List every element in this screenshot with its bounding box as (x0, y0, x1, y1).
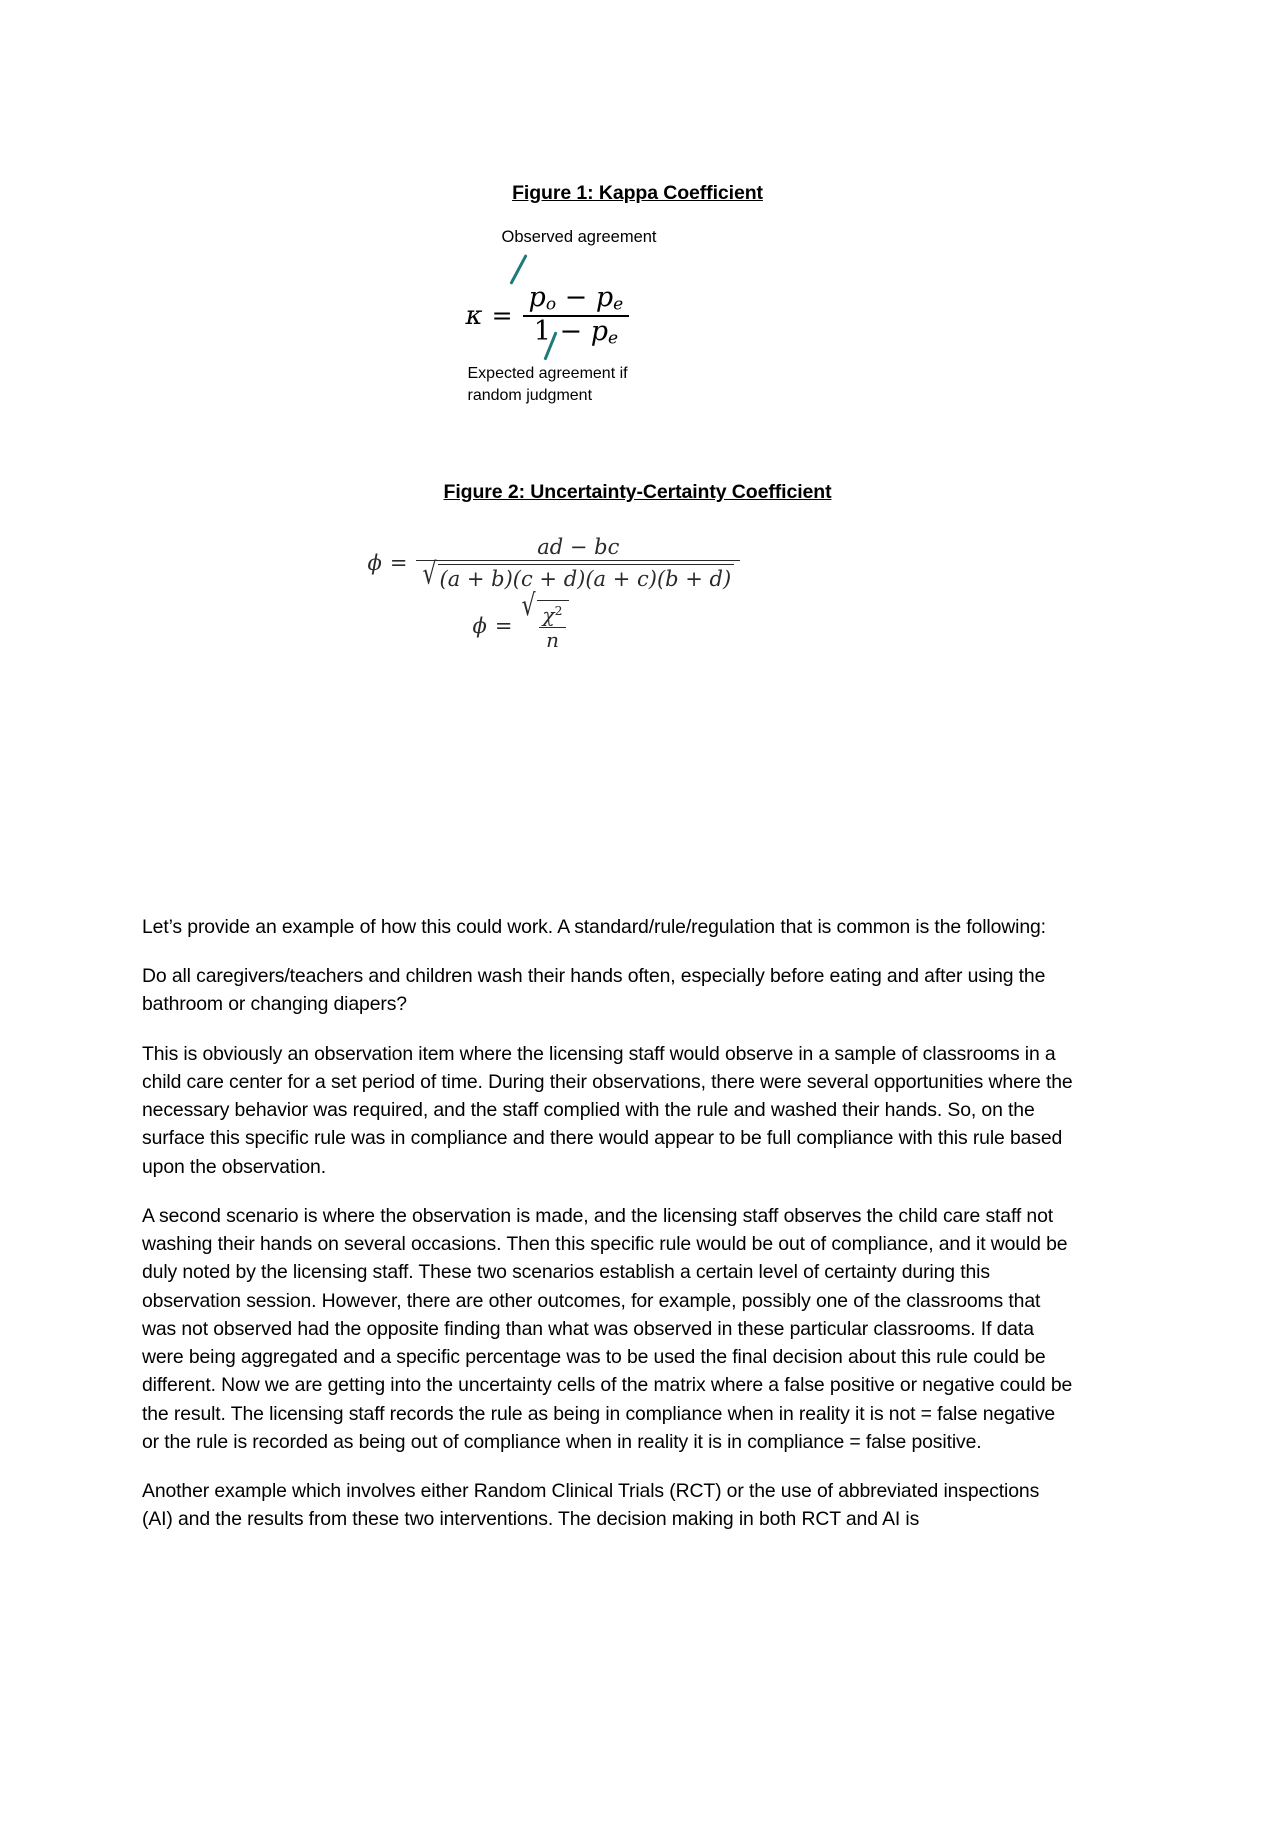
square-root-group-2 (521, 589, 569, 653)
p-expected-num-subscript: e (613, 294, 624, 315)
paragraph-2: Do all caregivers/teachers and children wash their hands often, especially before eating and after using the bathroom or changing diapers? (142, 965, 1046, 1016)
kappa-equation (466, 283, 630, 349)
phi-fraction (416, 534, 740, 592)
paragraph-4: A second scenario is where the observation is made, and the licensing staff observes the child care staff not washing their hands on several occasions. Then this specific rule would be out of compliance, and it would be duly noted by the licensing staff. These two scenarios establish a certain level of certainty during this observation session. However, there are other outcomes, for example, possibly one of the classrooms that was not observed had the opposite finding than what was observed in these particular classrooms. If data were being aggregated and a specific percentage was to be used the final decision about this rule could be different. Now we are getting into the uncertainty cells of the matrix where a false positive or negative could be the result. The licensing staff records the rule as being in compliance when in reality it is not = false negative or the rule is recorded as being out of compliance when in reality it is in compliance = false positive. (142, 1204, 1073, 1453)
square-root-group (422, 558, 734, 593)
p-expected-den: p (590, 315, 608, 347)
paragraph-3: This is obviously an observation item where the licensing staff would observe in a sample of classrooms in a child care center for a set period of time. During their observations, there were several opportunities where the necessary behavior was required, and the staff complied with the rule and washed their hands. So, on the surface this specific rule was in compliance and there would appear to be full compliance with this rule based upon the observation. (142, 1042, 1073, 1178)
p-observed: p (528, 282, 546, 313)
kappa-numerator (523, 283, 630, 315)
pointer-line-top-icon (509, 254, 527, 285)
observed-agreement-callout: Observed agreement (501, 228, 657, 246)
paragraph-5: Another example which involves either Random Clinical Trials (RCT) or the use of abbreviated inspections (AI) and the results from these two interventions. The decision making in both RCT and AI is (142, 1479, 1040, 1531)
paragraph-1: Let’s provide an example of how this could work. A standard/rule/regulation that is common is the following: (142, 916, 1046, 938)
p-expected-den-subscript: e (607, 328, 619, 349)
chi-symbol: χ (542, 603, 555, 627)
expected-agreement-callout (468, 363, 708, 406)
radicand: (a + b)(c + d)(a + c)(b + d) (438, 564, 735, 591)
equals-sign-phi-2: = (494, 614, 513, 639)
document-page (0, 182, 1275, 1832)
phi-equation-2 (472, 589, 570, 653)
chi-squared-over-n (539, 603, 567, 652)
minus-sign-numerator: − (564, 282, 588, 313)
phi-symbol-2: ϕ (472, 614, 487, 639)
equals-sign-phi-1: = (389, 551, 408, 576)
chi-exponent: 2 (554, 604, 563, 619)
phi-equation-1 (368, 534, 741, 592)
kappa-denominator (528, 317, 624, 349)
minus-sign-denominator: − (559, 315, 583, 347)
radical-sign-2-icon: √ (521, 589, 536, 624)
kappa-coefficient-diagram (428, 205, 848, 404)
kappa-fraction (523, 283, 630, 349)
figure-1-title: Figure 1: Kappa Coefficient (512, 182, 763, 204)
kappa-symbol: κ (465, 300, 483, 331)
figure-2-block (0, 481, 1275, 653)
p-observed-subscript: o (545, 294, 557, 315)
phi-symbol-1: ϕ (367, 551, 382, 576)
figure-1-block (0, 182, 1275, 404)
n-symbol: n (546, 628, 559, 653)
one-literal: 1 (533, 315, 551, 347)
chi-squared (539, 603, 567, 627)
expected-agreement-line-1: Expected agreement if (467, 365, 628, 382)
equals-sign: = (491, 301, 513, 331)
p-expected-num: p (595, 282, 614, 313)
radicand-2 (537, 600, 570, 652)
phi-coefficient-diagram (328, 504, 948, 653)
expected-agreement-line-2: random judgment (467, 386, 593, 404)
body-text-container (142, 913, 1074, 1554)
phi-numerator: ad − bc (537, 535, 620, 559)
radical-sign-icon: √ (422, 558, 437, 593)
phi-denominator (416, 558, 740, 593)
figure-2-title: Figure 2: Uncertainty-Certainty Coefficient (443, 481, 832, 503)
